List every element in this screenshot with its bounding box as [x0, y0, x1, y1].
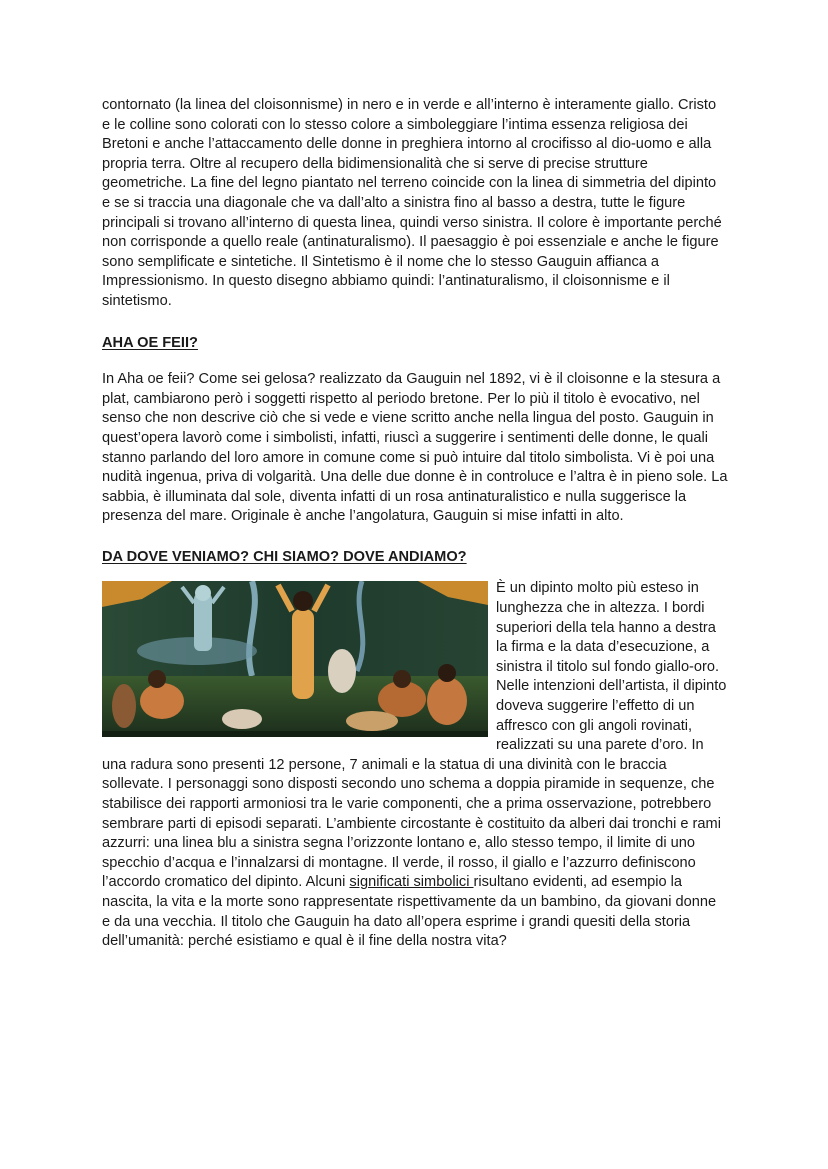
paragraph-aha-oe-feii: In Aha oe feii? Come sei gelosa? realizzato da Gauguin nel 1892, vi è il cloisonne e la stesura a plat, cambiarono però i soggetti rispetto al periodo bretone. Per lo più il titolo è evocativo, nel senso che non descrive ciò che si vede e viene scritto anche nella lingua del posto. Gauguin in quest’opera lavorò come i simbolisti, infatti, riuscì a suggerire i sentimenti delle donne, le quali stanno parlando del loro amore in comune come si può intuire dal titolo simbolista. Vi è poi una nudità ingenua, priva di volgarità. Una delle due donne è in controluce e l’altra è in pieno sole. La sabbia, è illuminata dal sole, diventa infatti di un rosa antinaturalistico e nulla suggerisce la presenza del mare. Originale è anche l’angolatura, Gauguin si mise infatti in alto.	[102, 371, 728, 525]
painting-illustration	[102, 581, 488, 737]
paragraph3-text-end: risultano evidenti, ad esempio la nascita, la vita e la morte sono rappresentate rispettivamente da un bambino, da giovani donne e da una vecchia. Il titolo che Gauguin ha dato all’opera esprime i grandi quesiti della storia dell’umanità: perché esistiamo e qual è il fine della nostra vita?	[102, 874, 717, 950]
link-significati-simbolici[interactable]: significati simbolici	[349, 874, 474, 891]
paragraph-cloisonnisme: contornato (la linea del cloisonnisme) in nero e in verde e all’interno è interamente giallo. Cristo e le colline sono colorati con lo stesso colore a simboleggiare l’intima essenza religiosa dei Bretoni e anche l’attaccamento delle donne in preghiera intorno al crocifisso al dio-uomo e alla propria terra. Oltre al recupero della bidimensionalità che si serve di precise strutture geometriche. La fine del legno piantato nel terreno coincide con la linea di simmetria del dipinto e se si traccia una diagonale che va dall’alto a sinistra fino al basso a destra, tutte le figure principali si trovano all’interno di questa linea, quindi verso sinistra. Il colore è importante perché non corrisponde a quello reale (antinaturalismo). Il paesaggio è poi essenziale e anche le figure sono semplificate e sintetiche. Il Sintetismo è il nome che lo stesso Gauguin affianca a Impressionismo. In questo disegno abbiamo quindi: l’antinaturalismo, il cloisonnisme e il sintetismo.	[102, 97, 722, 309]
painting-image	[102, 581, 488, 737]
document-page	[102, 96, 728, 952]
paragraph3-text-start: È un dipinto molto più esteso in lunghezza che in altezza. I bordi superiori della tela hanno a destra la firma e la data d’esecuzione, a sinistra il titolo sul fondo giallo-oro. Nelle intenzioni dell’artista, il dipinto doveva suggerire l’effetto di un affresco con gli angoli rovinati, realizzati su una parete d’oro. In una radura sono presenti 12 persone, 7 animali e la statua di una divinità con le braccia sollevate. I personaggi sono disposti secondo uno schema a doppia piramide in sequenze, che stabilisce dei rapporti armoniosi tra le varie componenti, che a prima osservazione, potrebbero sembrare parti di episodi separati. L’ambiente circostante è costituito da alberi dai tronchi e rami azzurri: una linea blu a sinistra segna l’orizzonte lontano e, allo stesso tempo, il limite di uno specchio d’acqua e l’innalzarsi di montagne. Il verde, il rosso, il giallo e l’azzurro definiscono l’accordo cromatico del dipinto. Alcuni	[102, 580, 727, 891]
heading-da-dove-veniamo: DA DOVE VENIAMO? CHI SIAMO? DOVE ANDIAMO?	[102, 548, 467, 565]
heading-aha-oe-feii: AHA OE FEII?	[102, 334, 198, 351]
